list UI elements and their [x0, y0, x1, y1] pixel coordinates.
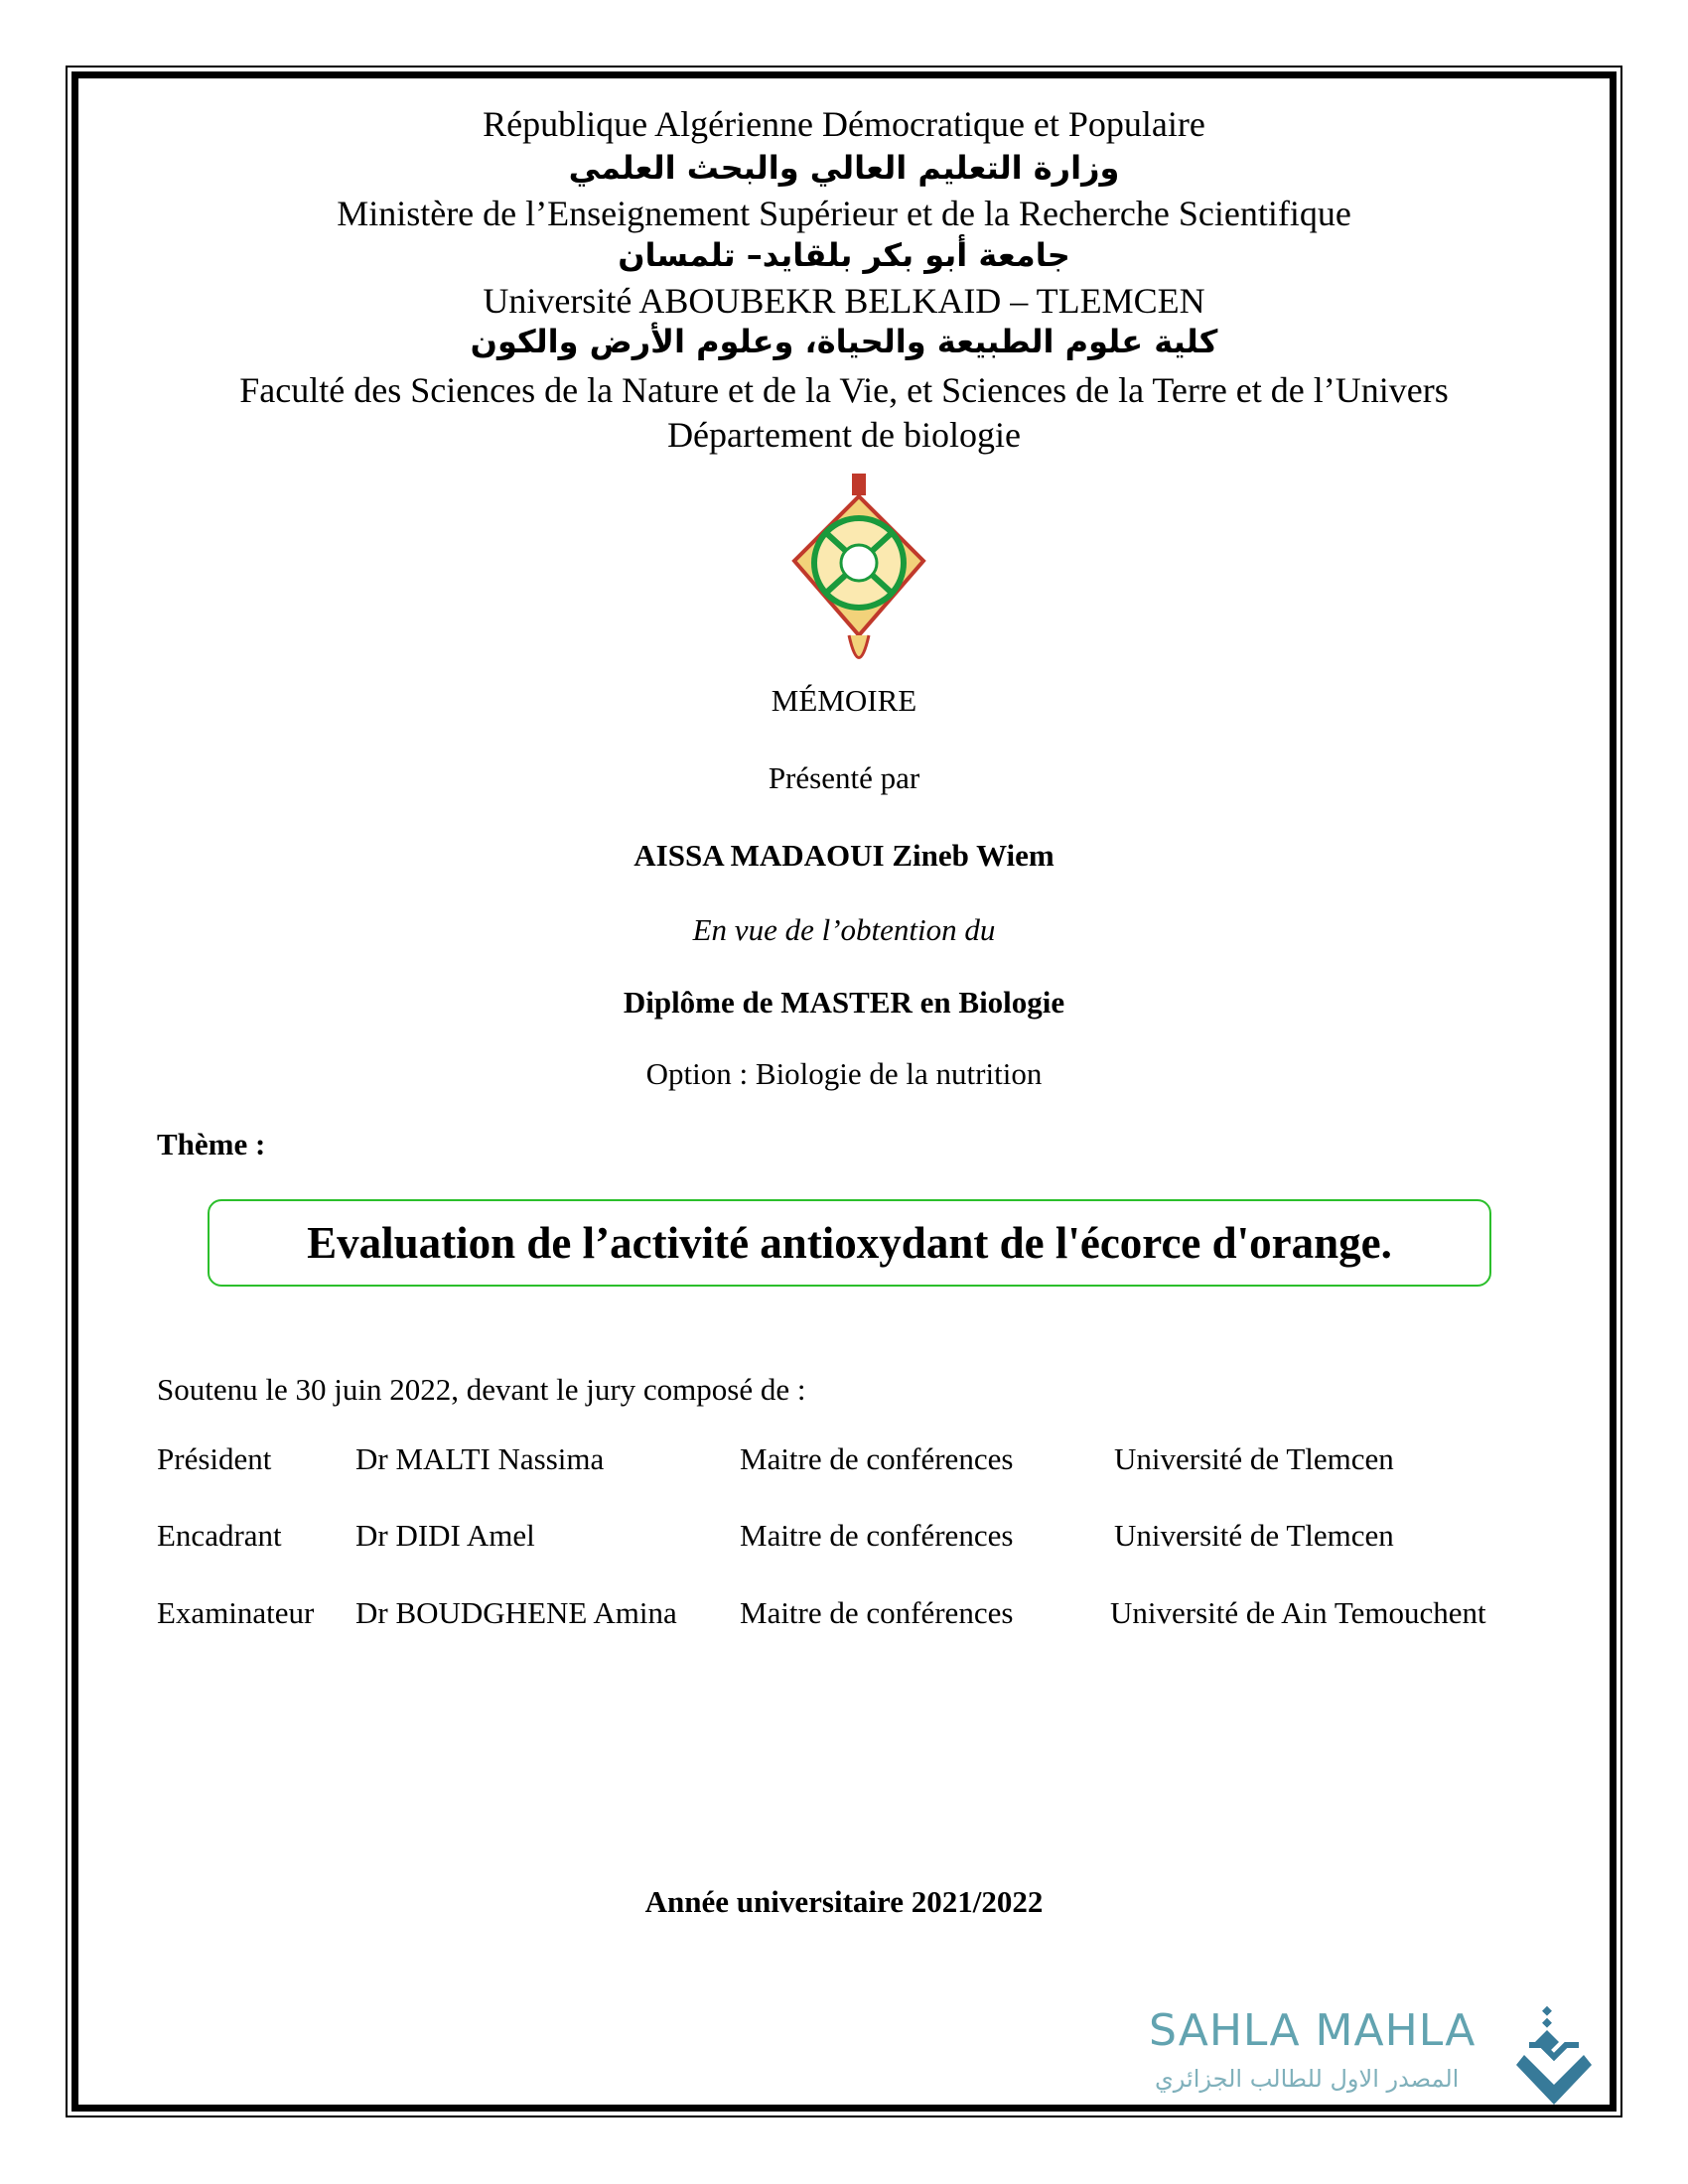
- jury-name: Dr BOUDGHENE Amina: [355, 1595, 677, 1630]
- degree-title: Diplôme de MASTER en Biologie: [623, 985, 1065, 1020]
- jury-role: Président: [157, 1441, 272, 1476]
- theme-box: [208, 1199, 1491, 1287]
- faculty-title: Faculté des Sciences de la Nature et de la Vie, et Sciences de la Terre et de l’Univers: [239, 370, 1449, 410]
- ministry-title: Ministère de l’Enseignement Supérieur et de la Recherche Scientifique: [337, 194, 1351, 233]
- jury-name: Dr MALTI Nassima: [355, 1441, 605, 1476]
- option-text: Option : Biologie de la nutrition: [645, 1056, 1043, 1091]
- university-arabic: جامعة أبو بكر بلقايد– تلمسان: [618, 236, 1070, 274]
- jury-institution: Université de Tlemcen: [1114, 1441, 1394, 1476]
- presented-by: Présenté par: [768, 760, 920, 795]
- jury-institution: Université de Ain Temouchent: [1110, 1595, 1486, 1630]
- jury-institution: Université de Tlemcen: [1114, 1518, 1394, 1553]
- jury-grade: Maitre de conférences: [740, 1518, 1014, 1553]
- author-name: AISSA MADAOUI Zineb Wiem: [633, 838, 1055, 873]
- republic-title: République Algérienne Démocratique et Populaire: [483, 104, 1205, 144]
- department-title: Département de biologie: [667, 415, 1021, 455]
- watermark-name: SAHLA MAHLA: [1149, 2005, 1477, 2056]
- jury-grade: Maitre de conférences: [740, 1595, 1014, 1630]
- jury-grade: Maitre de conférences: [740, 1441, 1014, 1476]
- watermark-logo-icon: [1514, 2005, 1594, 2110]
- jury-intro: Soutenu le 30 juin 2022, devant le jury composé de :: [157, 1372, 806, 1407]
- sahla-mahla-watermark: [1147, 2005, 1594, 2110]
- university-logo: [784, 472, 933, 680]
- memoire-label: MÉMOIRE: [771, 683, 917, 718]
- watermark-tagline: المصدر الاول للطالب الجزائري: [1155, 2065, 1460, 2093]
- academic-year: Année universitaire 2021/2022: [644, 1884, 1044, 1919]
- faculty-arabic: كلية علوم الطبيعة والحياة، وعلوم الأرض والكون: [470, 323, 1218, 360]
- jury-name: Dr DIDI Amel: [355, 1518, 535, 1553]
- ministry-arabic: وزارة التعليم العالي والبحث العلمي: [568, 149, 1120, 187]
- theme-label: Thème :: [157, 1127, 266, 1161]
- purpose-text: En vue de l’obtention du: [692, 912, 996, 947]
- jury-role: Encadrant: [157, 1518, 282, 1553]
- jury-role: Examinateur: [157, 1595, 315, 1630]
- university-title: Université ABOUBEKR BELKAID – TLEMCEN: [483, 281, 1205, 321]
- theme-title: Evaluation de l’activité antioxydant de l'écorce d'orange.: [307, 1218, 1392, 1268]
